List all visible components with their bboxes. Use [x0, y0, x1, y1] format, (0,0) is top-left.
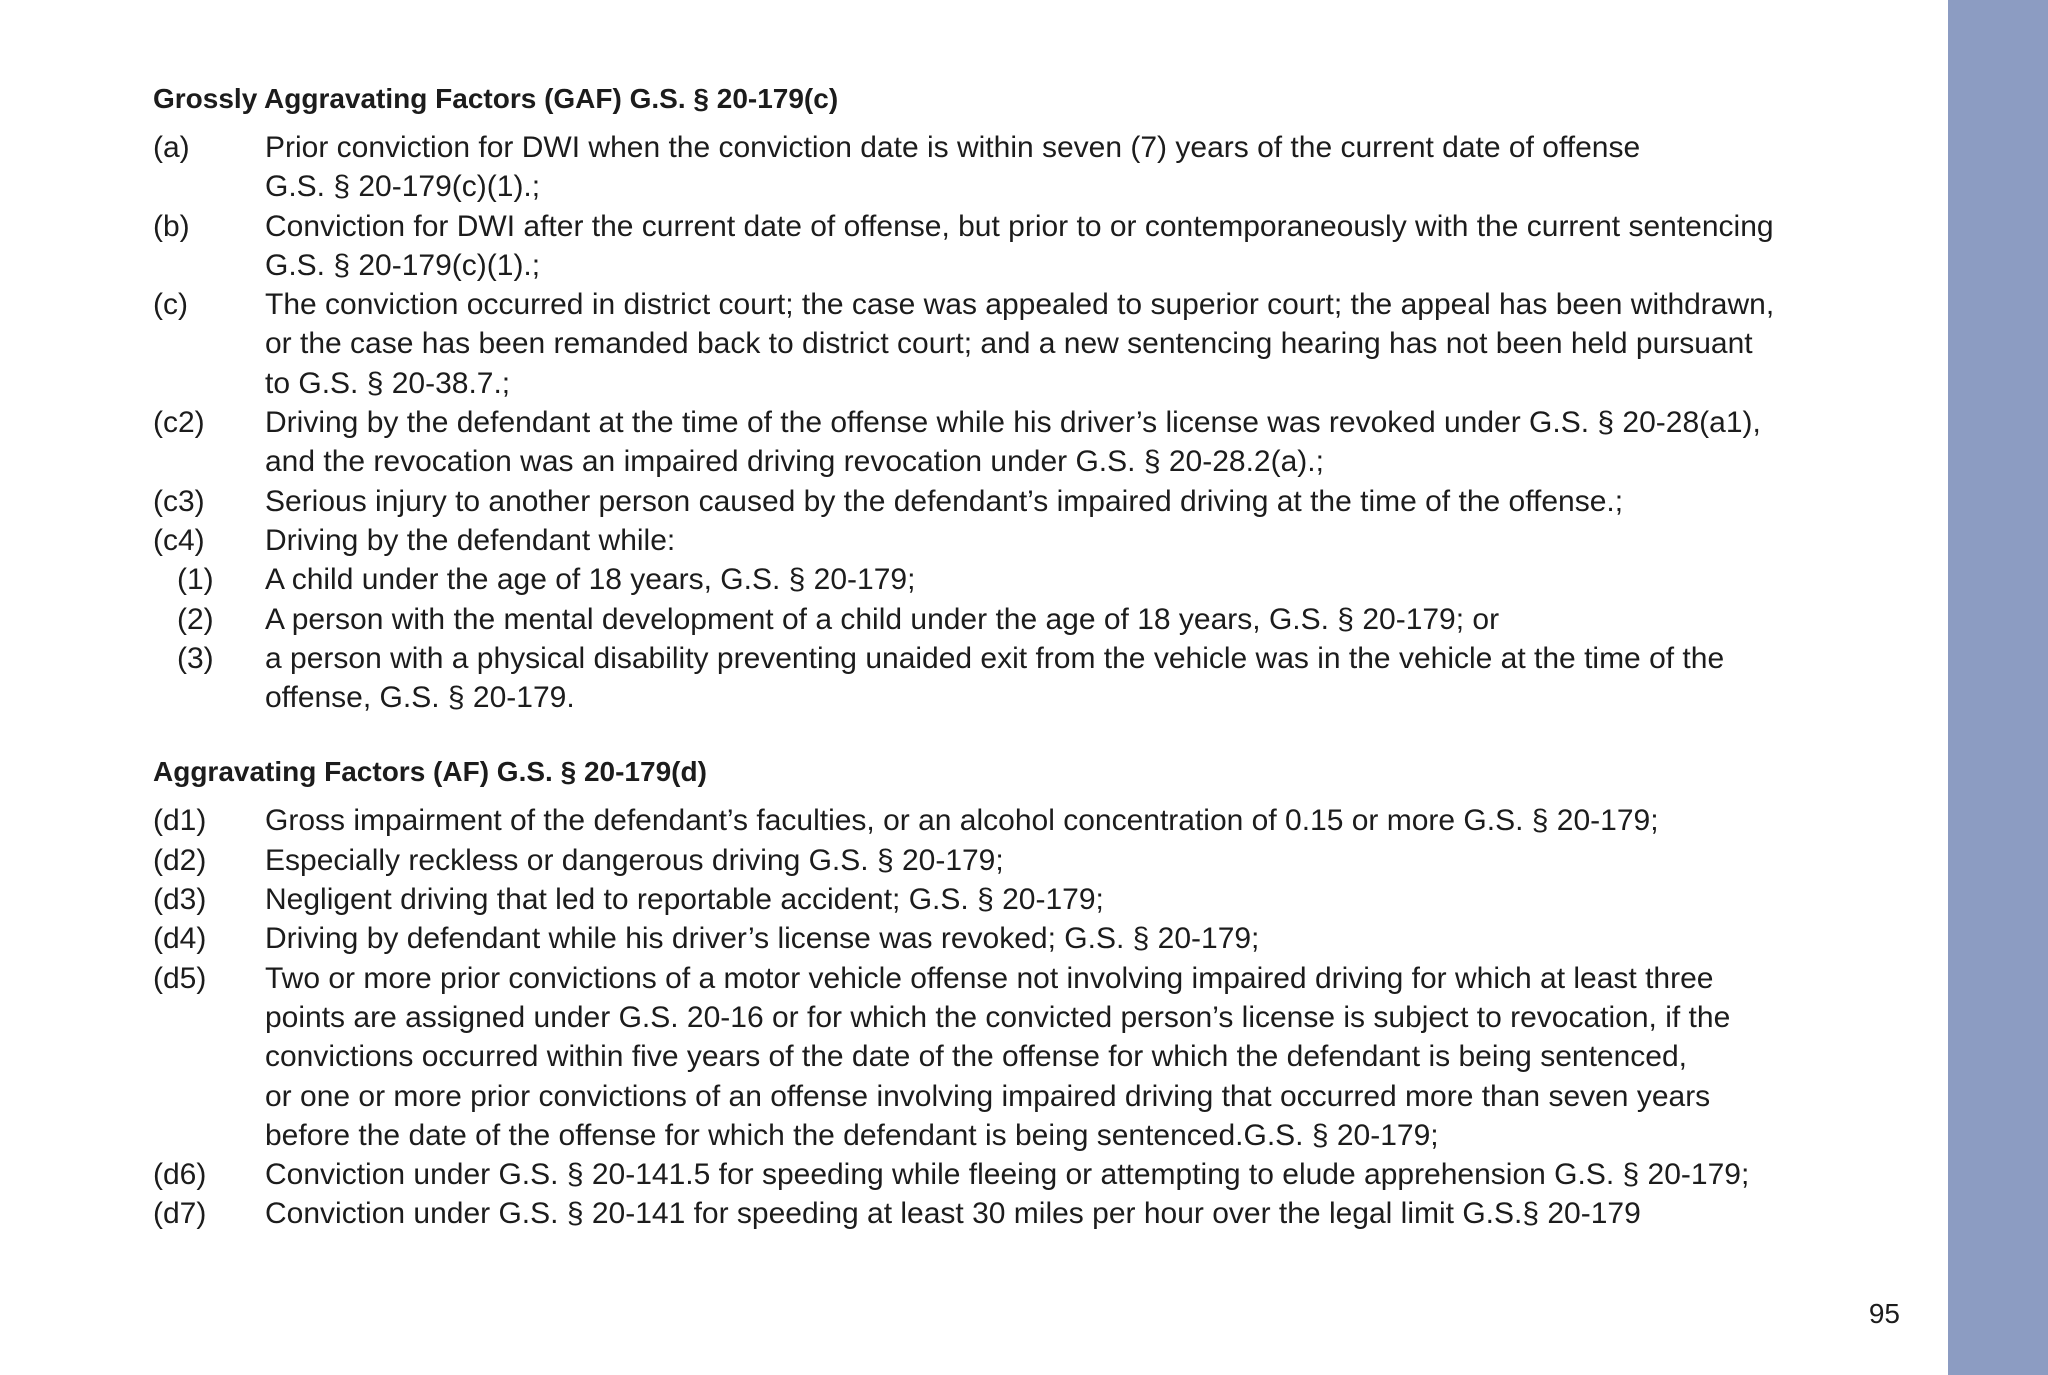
list-item	[153, 285, 1853, 403]
item-text: The conviction occurred in district court; the case was appealed to superior court; the appeal has been withdrawn, or the case has been remanded back to district court; and a new sentencing hearing has not been held pursuant to G.S. § 20-38.7.;	[265, 288, 1775, 400]
list-item	[153, 403, 1853, 482]
item-text: Driving by the defendant at the time of the offense while his driver’s license was revoked under G.S. § 20-28(a1), and the revocation was an impaired driving revocation under G.S. § 20-28.2(a).;	[265, 406, 1761, 479]
item-label: (d6)	[153, 1158, 207, 1192]
item-text: A person with the mental development of a child under the age of 18 years, G.S. § 20-179; or	[265, 602, 1500, 636]
item-label: (d5)	[153, 961, 207, 995]
gaf-list	[153, 128, 1853, 717]
item-label: (d2)	[153, 843, 207, 877]
item-text: Conviction for DWI after the current date of offense, but prior to or contemporaneously with the current sentencing G.S. § 20-179(c)(1).;	[265, 209, 1774, 282]
item-text: Conviction under G.S. § 20-141 for speeding at least 30 miles per hour over the legal limit G.S.§ 20-179	[265, 1197, 1641, 1231]
list-item	[153, 639, 1853, 718]
item-label: (c3)	[153, 484, 205, 518]
list-item	[153, 801, 1853, 840]
list-item	[153, 128, 1853, 207]
item-label: (d4)	[153, 922, 207, 956]
item-label: (c4)	[153, 523, 205, 557]
af-heading: Aggravating Factors (AF) G.S. § 20-179(d)	[153, 756, 707, 788]
item-label: (b)	[153, 209, 190, 243]
item-label: (a)	[153, 131, 190, 164]
list-item	[153, 959, 1853, 1155]
item-text: Gross impairment of the defendant’s faculties, or an alcohol concentration of 0.15 or more G.S. § 20-179;	[265, 804, 1659, 838]
list-item	[153, 600, 1853, 639]
page-content	[153, 78, 1853, 1234]
item-label: (3)	[177, 641, 214, 675]
item-label: (c2)	[153, 406, 205, 440]
item-text: Driving by the defendant while:	[265, 523, 676, 557]
gaf-heading: Grossly Aggravating Factors (GAF) G.S. § 20-179(c)	[153, 83, 839, 114]
list-item	[153, 482, 1853, 521]
item-label: (d1)	[153, 804, 207, 838]
list-item	[153, 560, 1853, 599]
item-text: Negligent driving that led to reportable accident; G.S. § 20-179;	[265, 883, 1104, 917]
list-item	[153, 919, 1853, 958]
list-item	[153, 880, 1853, 919]
af-list	[153, 801, 1853, 1233]
item-text: A child under the age of 18 years, G.S. § 20-179;	[265, 563, 916, 597]
item-label: (d3)	[153, 883, 207, 917]
list-item	[153, 1155, 1853, 1194]
item-text: a person with a physical disability preventing unaided exit from the vehicle was in the vehicle at the time of the offense, G.S. § 20-179.	[265, 641, 1725, 715]
item-text: Prior conviction for DWI when the conviction date is within seven (7) years of the current date of offense G.S. § 20-179(c)(1).;	[265, 131, 1641, 204]
list-item	[153, 207, 1853, 286]
item-text: Especially reckless or dangerous driving G.S. § 20-179;	[265, 843, 1004, 877]
item-text: Driving by defendant while his driver’s license was revoked; G.S. § 20-179;	[265, 922, 1260, 956]
list-item	[153, 1194, 1853, 1233]
item-text: Conviction under G.S. § 20-141.5 for speeding while fleeing or attempting to elude apprehension G.S. § 20-179;	[265, 1158, 1750, 1192]
item-label: (1)	[177, 563, 214, 597]
list-item	[153, 521, 1853, 560]
page-number: 95	[1868, 1298, 1900, 1329]
item-text: Two or more prior convictions of a motor vehicle offense not involving impaired driving for which at least three points are assigned under G.S. 20-16 or for which the convicted person’s license is subject to revocation, if the convictions occurred within five years of the date of the offense for which the defendant is being sentenced, or one or more prior convictions of an offense involving impaired driving that occurred more than seven years before the date of the offense for which the defendant is being sentenced.G.S. § 20-179;	[265, 961, 1731, 1152]
item-label: (2)	[177, 602, 214, 636]
list-item	[153, 841, 1853, 880]
item-label: (d7)	[153, 1197, 207, 1231]
item-label: (c)	[153, 288, 188, 322]
side-color-band	[1948, 0, 2048, 1375]
item-text: Serious injury to another person caused by the defendant’s impaired driving at the time of the offense.;	[265, 484, 1624, 518]
